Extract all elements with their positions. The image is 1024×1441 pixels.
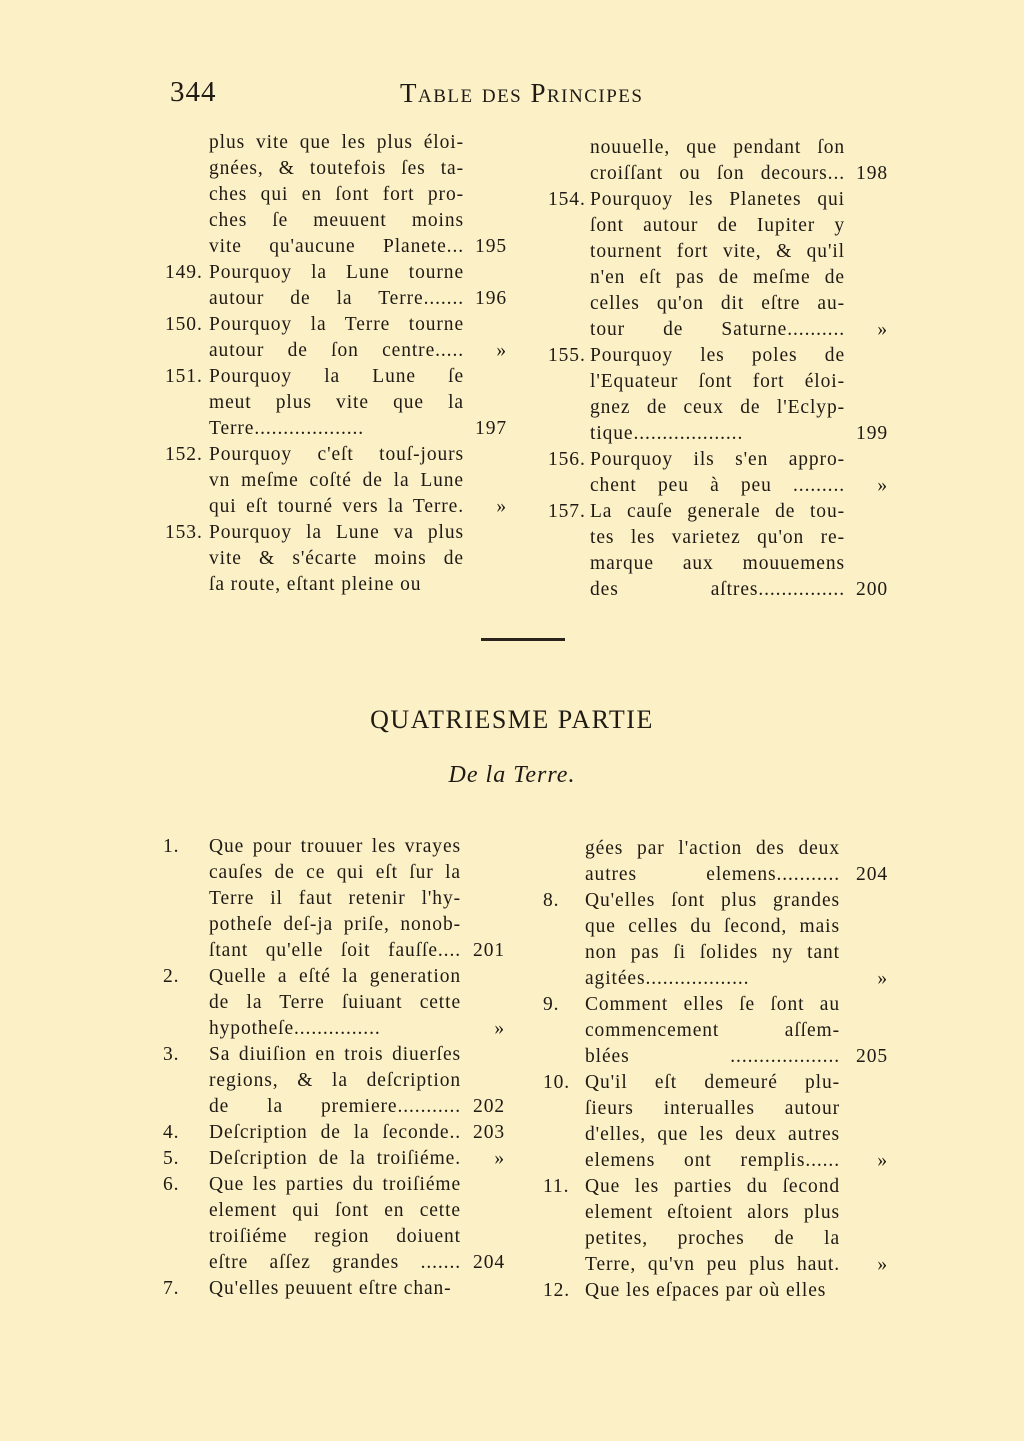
toc-line	[548, 473, 888, 499]
page-reference: »	[877, 1254, 888, 1275]
toc-line	[163, 1016, 508, 1042]
entry-text: Que les eſpaces par où elles	[585, 1280, 827, 1301]
entry-text: Que les parties du troiſiéme	[209, 1174, 461, 1195]
article-number: 3.	[163, 1044, 180, 1065]
page-reference: 201	[473, 940, 505, 961]
page-reference: 199	[856, 423, 888, 444]
article-number: 4.	[163, 1122, 180, 1143]
toc-line	[548, 577, 888, 603]
entry-text: cauſes de ce qui eſt ſur la	[209, 862, 461, 883]
section-divider	[481, 638, 565, 641]
entry-text: regions, & la deſcription	[209, 1070, 461, 1091]
toc-line	[543, 836, 888, 862]
entry-text: eſtre aſſez grandes .......	[209, 1252, 461, 1273]
entry-text: Quelle a eſté la generation	[209, 966, 461, 987]
entry-text: que celles du ſecond, mais	[585, 916, 840, 937]
toc-line	[165, 572, 510, 598]
toc-line	[543, 940, 888, 966]
toc-line	[543, 1174, 888, 1200]
entry-text: ſont autour de Iupiter y	[590, 215, 845, 236]
page-reference: 196	[475, 288, 507, 309]
toc-line	[548, 161, 888, 187]
article-number: 12.	[543, 1280, 571, 1301]
toc-line	[548, 213, 888, 239]
toc-line	[543, 966, 888, 992]
toc-line	[165, 208, 510, 234]
toc-line	[543, 1070, 888, 1096]
entry-text: Que pour trouuer les vrayes	[209, 836, 461, 857]
toc-line	[548, 291, 888, 317]
toc-line	[543, 1252, 888, 1278]
toc-line	[543, 914, 888, 940]
entry-text: Pourquoy les poles de	[590, 345, 845, 366]
page-number: 344	[170, 76, 217, 108]
article-number: 150.	[165, 314, 203, 335]
entry-text: vn meſme coſté de la Lune	[209, 470, 464, 491]
page-reference: »	[494, 1018, 505, 1039]
toc-line	[548, 499, 888, 525]
entry-text: Pourquoy la Lune tourne	[209, 262, 464, 283]
page-header	[0, 76, 1024, 120]
page-reference: »	[877, 475, 888, 496]
running-title: Table des Principes	[400, 78, 644, 108]
entry-text: element eſtoient alors plus	[585, 1202, 840, 1223]
entry-text: Que les parties du ſecond	[585, 1176, 840, 1197]
article-number: 153.	[165, 522, 203, 543]
toc-line	[163, 1042, 508, 1068]
entry-text: element qui ſont en cette	[209, 1200, 461, 1221]
toc-line	[163, 1120, 508, 1146]
entry-text: Terre, qu'vn peu plus haut.	[585, 1254, 840, 1275]
article-number: 5.	[163, 1148, 180, 1169]
toc-line	[543, 1096, 888, 1122]
toc-line	[163, 860, 508, 886]
page-reference: 197	[475, 418, 507, 439]
entry-text: de la Terre ſuiuant cette	[209, 992, 461, 1013]
page-reference: 195	[475, 236, 507, 257]
article-number: 1.	[163, 836, 180, 857]
toc-line	[163, 1250, 508, 1276]
entry-text: Terre...................	[209, 418, 365, 439]
entry-text: tournent fort vite, & qu'il	[590, 241, 845, 262]
page-reference: »	[877, 1150, 888, 1171]
entry-text: ſieurs interualles autour	[585, 1098, 840, 1119]
entry-text: gnez de ceux de l'Eclyp-	[590, 397, 845, 418]
toc-line	[548, 369, 888, 395]
entry-text: ſtant qu'elle ſoit fauſſe....	[209, 940, 461, 961]
page-reference: 204	[856, 864, 888, 885]
page-reference: 198	[856, 163, 888, 184]
toc-line	[165, 416, 510, 442]
page-reference: 204	[473, 1252, 505, 1273]
entry-text: elemens ont remplis......	[585, 1150, 840, 1171]
article-number: 156.	[548, 449, 586, 470]
toc-line	[548, 187, 888, 213]
article-number: 152.	[165, 444, 203, 465]
page-reference: 202	[473, 1096, 505, 1117]
toc-line	[163, 834, 508, 860]
article-number: 6.	[163, 1174, 180, 1195]
toc-line	[543, 1226, 888, 1252]
toc-line	[548, 265, 888, 291]
entry-text: tique...................	[590, 423, 744, 444]
page-reference: 200	[856, 579, 888, 600]
entry-text: Qu'elles ſont plus grandes	[585, 890, 840, 911]
entry-text: non pas ſi ſolides ny tant	[585, 942, 840, 963]
toc-line	[543, 1122, 888, 1148]
toc-line	[163, 1172, 508, 1198]
toc-line	[163, 990, 508, 1016]
entry-text: Deſcription de la ſeconde..	[209, 1122, 461, 1143]
toc-line	[165, 130, 510, 156]
toc-column-bottom-right	[543, 836, 888, 1304]
toc-line	[543, 862, 888, 888]
toc-line	[163, 964, 508, 990]
toc-line	[165, 286, 510, 312]
entry-text: nouuelle, que pendant ſon	[590, 137, 845, 158]
part-subtitle: De la Terre.	[448, 762, 576, 788]
entry-text: blées ...................	[585, 1046, 840, 1067]
entry-text: La cauſe generale de tou-	[590, 501, 845, 522]
entry-text: troiſiéme region doiuent	[209, 1226, 461, 1247]
entry-text: Qu'elles peuuent eſtre chan-	[209, 1278, 452, 1299]
entry-text: vite qu'aucune Planete...	[209, 236, 464, 257]
toc-line	[163, 1094, 508, 1120]
entry-text: ches qui en ſont fort pro-	[209, 184, 464, 205]
page-reference: 205	[856, 1046, 888, 1067]
entry-text: Pourquoy la Terre tourne	[209, 314, 464, 335]
entry-text: commencement aſſem-	[585, 1020, 840, 1041]
toc-line	[543, 1044, 888, 1070]
article-number: 10.	[543, 1072, 571, 1093]
toc-line	[165, 156, 510, 182]
toc-line	[548, 395, 888, 421]
entry-text: vite & s'écarte moins de	[209, 548, 464, 569]
entry-text: Terre il faut retenir l'hy-	[209, 888, 461, 909]
entry-text: autour de la Terre.......	[209, 288, 464, 309]
entry-text: celles qu'on dit eſtre au-	[590, 293, 845, 314]
article-number: 7.	[163, 1278, 180, 1299]
toc-line	[548, 421, 888, 447]
page-reference: »	[494, 1148, 505, 1169]
toc-line	[548, 525, 888, 551]
toc-line	[163, 1198, 508, 1224]
entry-text: Pourquoy ils s'en appro-	[590, 449, 845, 470]
entry-text: autres elemens...........	[585, 864, 840, 885]
entry-text: tes les varietez qu'on re-	[590, 527, 845, 548]
entry-text: croiſſant ou ſon decours...	[590, 163, 845, 184]
toc-line	[163, 1276, 508, 1302]
toc-line	[548, 447, 888, 473]
entry-text: qui eſt tourné vers la Terre.	[209, 496, 464, 517]
page-reference: 203	[473, 1122, 505, 1143]
page-reference: »	[877, 968, 888, 989]
toc-line	[165, 182, 510, 208]
page-reference: »	[496, 496, 507, 517]
entry-text: Comment elles ſe ſont au	[585, 994, 840, 1015]
toc-line	[165, 442, 510, 468]
toc-line	[165, 338, 510, 364]
toc-line	[163, 886, 508, 912]
entry-text: Deſcription de la troiſiéme.	[209, 1148, 461, 1169]
entry-text: potheſe deſ-ja priſe, nonob-	[209, 914, 461, 935]
entry-text: de la premiere...........	[209, 1096, 461, 1117]
article-number: 149.	[165, 262, 203, 283]
entry-text: gées par l'action des deux	[585, 838, 840, 859]
toc-line	[165, 390, 510, 416]
article-number: 2.	[163, 966, 180, 987]
toc-line	[165, 494, 510, 520]
entry-text: autour de ſon centre.....	[209, 340, 464, 361]
toc-line	[543, 1200, 888, 1226]
toc-column-top-left	[165, 130, 510, 598]
entry-text: meut plus vite que la	[209, 392, 464, 413]
toc-line	[165, 364, 510, 390]
toc-line	[165, 546, 510, 572]
article-number: 9.	[543, 994, 560, 1015]
toc-line	[548, 317, 888, 343]
toc-line	[165, 260, 510, 286]
entry-text: ſa route, eſtant pleine ou	[209, 574, 422, 595]
toc-line	[163, 1146, 508, 1172]
toc-line	[165, 234, 510, 260]
article-number: 155.	[548, 345, 586, 366]
toc-line	[543, 1148, 888, 1174]
entry-text: ches ſe meuuent moins	[209, 210, 464, 231]
toc-line	[165, 468, 510, 494]
entry-text: plus vite que les plus éloi-	[209, 132, 464, 153]
toc-line	[165, 520, 510, 546]
entry-text: des aſtres...............	[590, 579, 845, 600]
toc-column-bottom-left	[163, 834, 508, 1302]
toc-line	[165, 312, 510, 338]
page-reference: »	[496, 340, 507, 361]
entry-text: petites, proches de la	[585, 1228, 840, 1249]
toc-line	[543, 1018, 888, 1044]
toc-line	[548, 239, 888, 265]
entry-text: Pourquoy les Planetes qui	[590, 189, 845, 210]
entry-text: agitées..................	[585, 968, 750, 989]
toc-line	[543, 1278, 888, 1304]
toc-line	[163, 1068, 508, 1094]
entry-text: Sa diuiſion en trois diuerſes	[209, 1044, 461, 1065]
toc-line	[548, 135, 888, 161]
entry-text: n'en eſt pas de meſme de	[590, 267, 845, 288]
entry-text: l'Equateur ſont fort éloi-	[590, 371, 845, 392]
toc-column-top-right	[548, 135, 888, 603]
entry-text: gnées, & toutefois ſes ta-	[209, 158, 464, 179]
entry-text: hypotheſe...............	[209, 1018, 381, 1039]
entry-text: Pourquoy c'eſt touſ-jours	[209, 444, 464, 465]
entry-text: chent peu à peu .........	[590, 475, 845, 496]
article-number: 154.	[548, 189, 586, 210]
toc-line	[163, 912, 508, 938]
toc-line	[163, 938, 508, 964]
toc-line	[548, 551, 888, 577]
entry-text: Pourquoy la Lune va plus	[209, 522, 464, 543]
toc-line	[163, 1224, 508, 1250]
article-number: 8.	[543, 890, 560, 911]
entry-text: tour de Saturne..........	[590, 319, 845, 340]
toc-line	[548, 343, 888, 369]
article-number: 11.	[543, 1176, 570, 1197]
entry-text: Qu'il eſt demeuré plu-	[585, 1072, 840, 1093]
toc-line	[543, 888, 888, 914]
toc-line	[543, 992, 888, 1018]
entry-text: marque aux mouuemens	[590, 553, 845, 574]
article-number: 151.	[165, 366, 203, 387]
part-title: QUATRIESME PARTIE	[370, 705, 654, 734]
entry-text: Pourquoy la Lune ſe	[209, 366, 464, 387]
entry-text: d'elles, que les deux autres	[585, 1124, 840, 1145]
page-reference: »	[877, 319, 888, 340]
article-number: 157.	[548, 501, 586, 522]
